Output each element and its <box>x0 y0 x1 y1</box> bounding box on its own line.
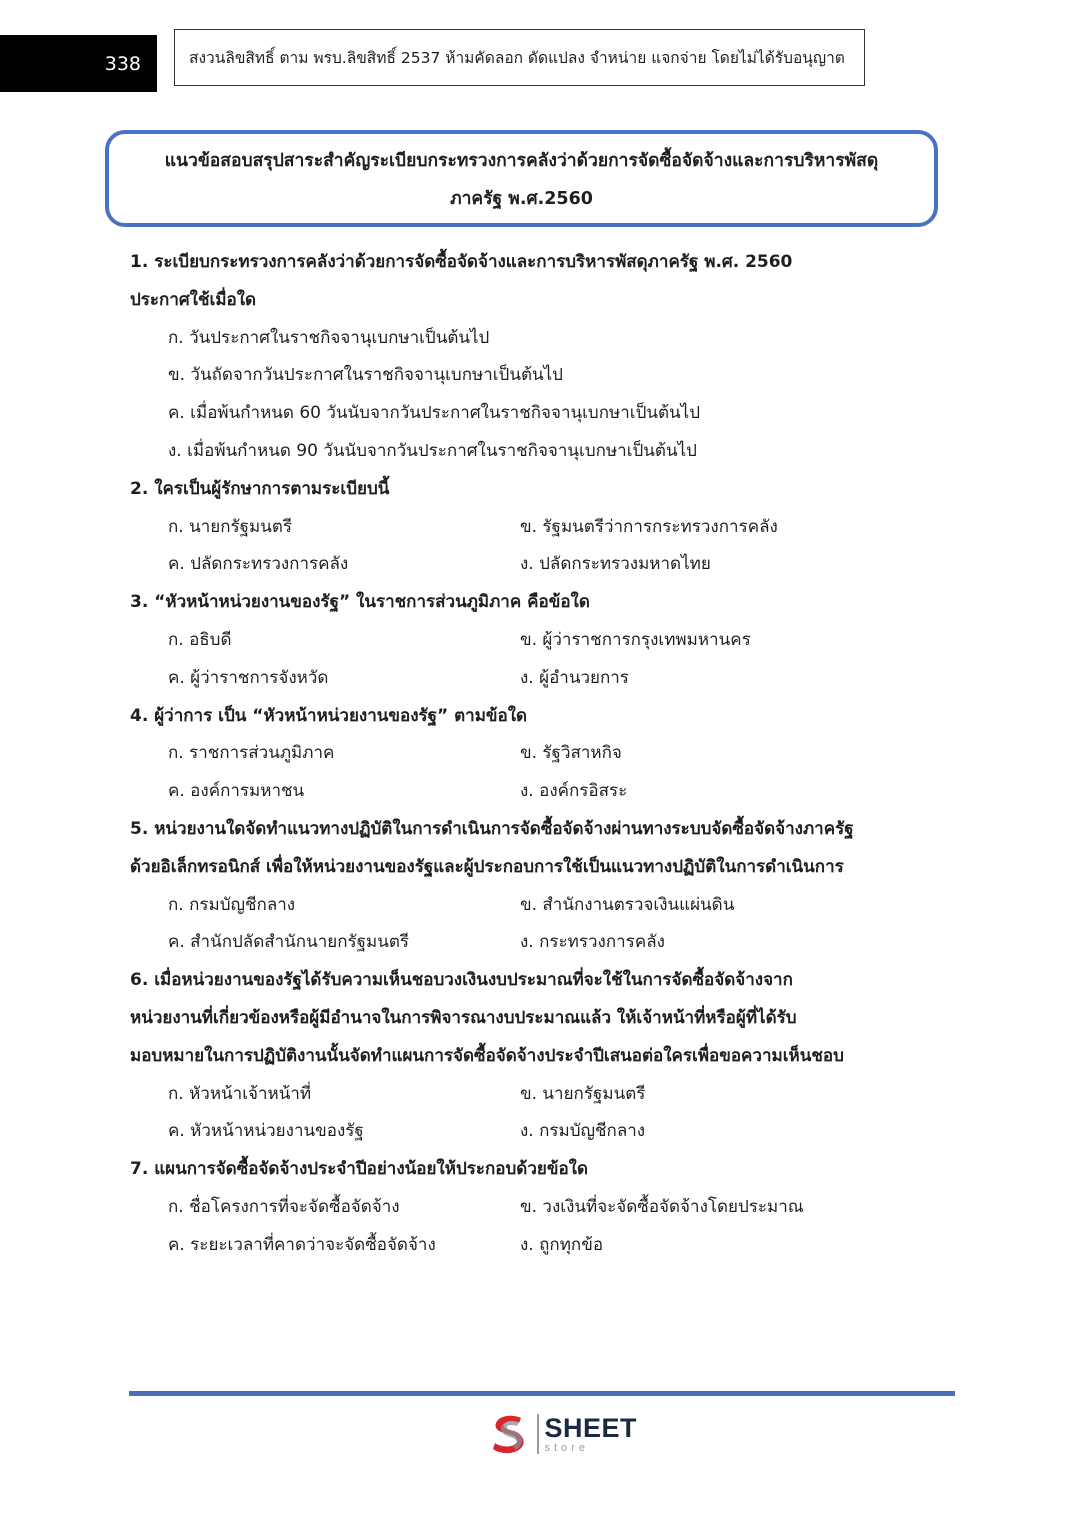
option-b: ข. ผู้ว่าราชการกรุงเทพมหานคร <box>520 629 751 650</box>
option-b: ข. วันถัดจากวันประกาศในราชกิจจานุเบกษาเป็นต้นไป <box>168 365 563 386</box>
question-5 <box>130 811 930 962</box>
question-text: 5. หน่วยงานใดจัดทำแนวทางปฏิบัติในการดำเนินการจัดซื้อจัดจ้างผ่านทางระบบจัดซื้อจัดจ้างภาครัฐ <box>130 818 854 839</box>
question-text: 6. เมื่อหน่วยงานของรัฐได้รับความเห็นชอบวงเงินงบประมาณที่จะใช้ในการจัดซื้อจัดจ้างจาก <box>130 970 793 991</box>
option-c: ค. องค์การมหาชน <box>168 781 305 802</box>
option-c: ค. ปลัดกระทรวงการคลัง <box>168 554 349 575</box>
option-b: ข. วงเงินที่จะจัดซื้อจัดจ้างโดยประมาณ <box>520 1196 804 1217</box>
option-c: ค. สำนักปลัดสำนักนายกรัฐมนตรี <box>168 932 410 953</box>
sheet-store-logo <box>487 1412 637 1456</box>
title-line-1: แนวข้อสอบสรุปสาระสำคัญระเบียบกระทรวงการคลังว่าด้วยการจัดซื้อจัดจ้างและการบริหารพัสดุ <box>164 151 879 171</box>
question-list <box>130 244 930 1265</box>
question-text: 3. “หัวหน้าหน่วยงานของรัฐ” ในราชการส่วนภูมิภาค คือข้อใด <box>130 592 590 613</box>
option-d: ง. ถูกทุกข้อ <box>520 1234 604 1255</box>
question-3 <box>130 584 930 697</box>
footer-divider <box>129 1391 955 1396</box>
question-text: 7. แผนการจัดซื้อจัดจ้างประจำปีอย่างน้อยให้ประกอบด้วยข้อใด <box>130 1159 589 1180</box>
option-b: ข. รัฐมนตรีว่าการกระทรวงการคลัง <box>520 516 778 537</box>
option-b: ข. รัฐวิสาหกิจ <box>520 743 622 764</box>
option-d: ง. ปลัดกระทรวงมหาดไทย <box>520 554 711 575</box>
sheet-store-logo-icon <box>487 1412 531 1456</box>
option-c: ค. หัวหน้าหน่วยงานของรัฐ <box>168 1121 364 1142</box>
question-2 <box>130 471 930 584</box>
copyright-text: สงวนลิขสิทธิ์ ตาม พรบ.ลิขสิทธิ์ 2537 ห้ามคัดลอก ดัดแปลง จำหน่าย แจกจ่าย โดยไม่ได้รับอนุญาต <box>189 49 845 67</box>
question-text: 4. ผู้ว่าการ เป็น “หัวหน้าหน่วยงานของรัฐ” ตามข้อใด <box>130 705 528 726</box>
question-1 <box>130 244 930 471</box>
question-text: ด้วยอิเล็กทรอนิกส์ เพื่อให้หน่วยงานของรัฐและผู้ประกอบการใช้เป็นแนวทางปฏิบัติในการดำเนินการ <box>130 856 844 877</box>
question-text: 1. ระเบียบกระทรวงการคลังว่าด้วยการจัดซื้อจัดจ้างและการบริหารพัสดุภาครัฐ พ.ศ. 2560 <box>130 252 793 272</box>
question-6 <box>130 962 930 1151</box>
logo-wordmark <box>544 1412 638 1454</box>
document-title-box <box>105 130 938 227</box>
question-4 <box>130 698 930 811</box>
option-a: ก. นายกรัฐมนตรี <box>168 516 293 537</box>
option-a: ก. ชื่อโครงการที่จะจัดซื้อจัดจ้าง <box>168 1196 400 1217</box>
page-number: 338 <box>104 52 141 75</box>
page-number-tab <box>0 35 157 92</box>
option-c: ค. ผู้ว่าราชการจังหวัด <box>168 667 329 688</box>
option-a: ก. อธิบดี <box>168 629 232 650</box>
question-text: หน่วยงานที่เกี่ยวข้องหรือผู้มีอำนาจในการพิจารณางบประมาณแล้ว ให้เจ้าหน้าที่หรือผู้ที่ได้รับ <box>130 1007 797 1028</box>
question-text: มอบหมายในการปฏิบัติงานนั้นจัดทำแผนการจัดซื้อจัดจ้างประจำปีเสนอต่อใครเพื่อขอความเห็นชอบ <box>130 1045 844 1066</box>
option-c: ค. ระยะเวลาที่คาดว่าจะจัดซื้อจัดจ้าง <box>168 1234 436 1255</box>
option-d: ง. กระทรวงการคลัง <box>520 932 665 953</box>
question-7 <box>130 1151 930 1264</box>
option-a: ก. หัวหน้าเจ้าหน้าที่ <box>168 1083 312 1104</box>
logo-separator <box>537 1414 539 1454</box>
question-text: 2. ใครเป็นผู้รักษาการตามระเบียบนี้ <box>130 478 390 499</box>
option-b: ข. นายกรัฐมนตรี <box>520 1083 646 1104</box>
copyright-notice <box>174 29 865 86</box>
option-a: ก. วันประกาศในราชกิจจานุเบกษาเป็นต้นไป <box>168 327 490 348</box>
option-a: ก. ราชการส่วนภูมิภาค <box>168 743 335 764</box>
option-d: ง. กรมบัญชีกลาง <box>520 1121 646 1142</box>
logo-sub-text: store <box>544 1441 589 1454</box>
option-d: ง. องค์กรอิสระ <box>520 781 628 802</box>
logo-main-text: SHEET <box>544 1412 638 1443</box>
option-b: ข. สำนักงานตรวจเงินแผ่นดิน <box>520 894 735 915</box>
option-d: ง. ผู้อำนวยการ <box>520 667 629 688</box>
title-line-2: ภาครัฐ พ.ศ.2560 <box>450 189 593 209</box>
question-text: ประกาศใช้เมื่อใด <box>130 289 257 310</box>
option-d: ง. เมื่อพ้นกำหนด 90 วันนับจากวันประกาศในราชกิจจานุเบกษาเป็นต้นไป <box>168 440 697 461</box>
option-c: ค. เมื่อพ้นกำหนด 60 วันนับจากวันประกาศในราชกิจจานุเบกษาเป็นต้นไป <box>168 403 700 424</box>
option-a: ก. กรมบัญชีกลาง <box>168 894 296 915</box>
